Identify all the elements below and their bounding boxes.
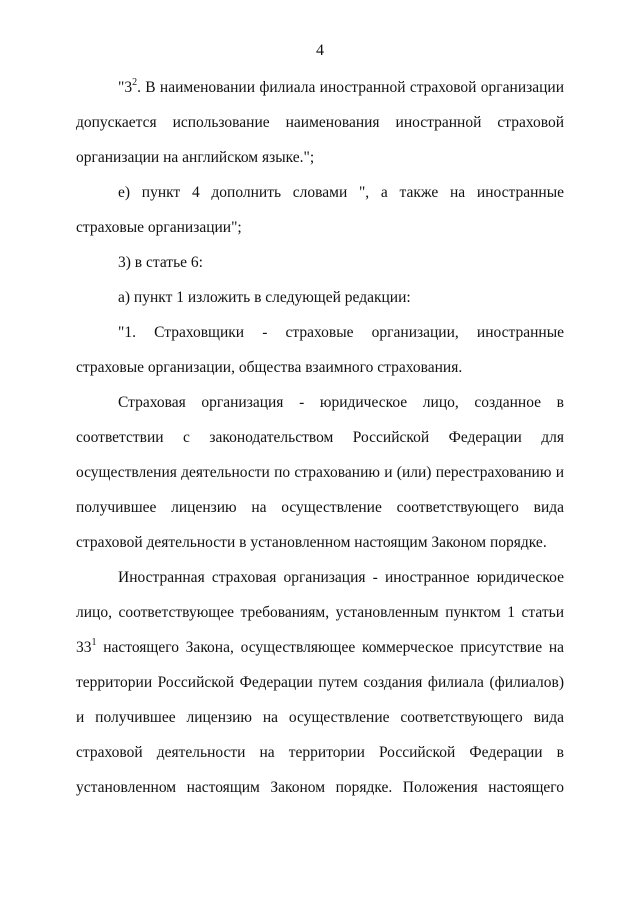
paragraph-foreign-insurance-organization (76, 560, 564, 805)
page-number: 4 (316, 42, 324, 59)
text-run: настоящего Закона, осуществляющее коммерческое присутствие на территории Российской Федерации путем создания филиала (филиалов) и получившее лицензию на осуществление соответствующего вида страховой деятельности на территории Российской Федерации в установленном настоящим Законом порядке. Положения настоящего (76, 639, 564, 796)
paragraph-item-3: 3) в статье 6: (118, 254, 203, 271)
paragraph-item-a: а) пункт 1 изложить в следующей редакции: (118, 289, 411, 306)
paragraph-clause-3-2 (76, 70, 564, 175)
paragraph-insurance-organization: Страховая организация - юридическое лицо, созданное в соответствии с законодательством Российской Федерации для осуществления деятельности по страхованию и (или) перестрахованию и получившее лицензию на осуществление соответствующего вида страховой деятельности в установленном настоящим Законом порядке. (76, 394, 564, 551)
text-run: Иностранная страховая организация - иностранное юридическое лицо, соответствующее требованиям, установленным пунктом 1 статьи 33 (76, 569, 564, 656)
superscript: 1 (91, 637, 97, 648)
text-run: . В наименовании филиала иностранной страховой организации допускается использование наименования иностранной страховой организации на английском языке."; (76, 79, 564, 166)
text-run: "3 (118, 79, 133, 96)
paragraph-item-e: е) пункт 4 дополнить словами ", а также на иностранные страховые организации"; (76, 184, 564, 236)
document-body (76, 70, 564, 805)
superscript: 2 (132, 77, 138, 88)
paragraph-insurers-definition: "1. Страховщики - страховые организации, иностранные страховые организации, общества взаимного страхования. (76, 324, 564, 376)
